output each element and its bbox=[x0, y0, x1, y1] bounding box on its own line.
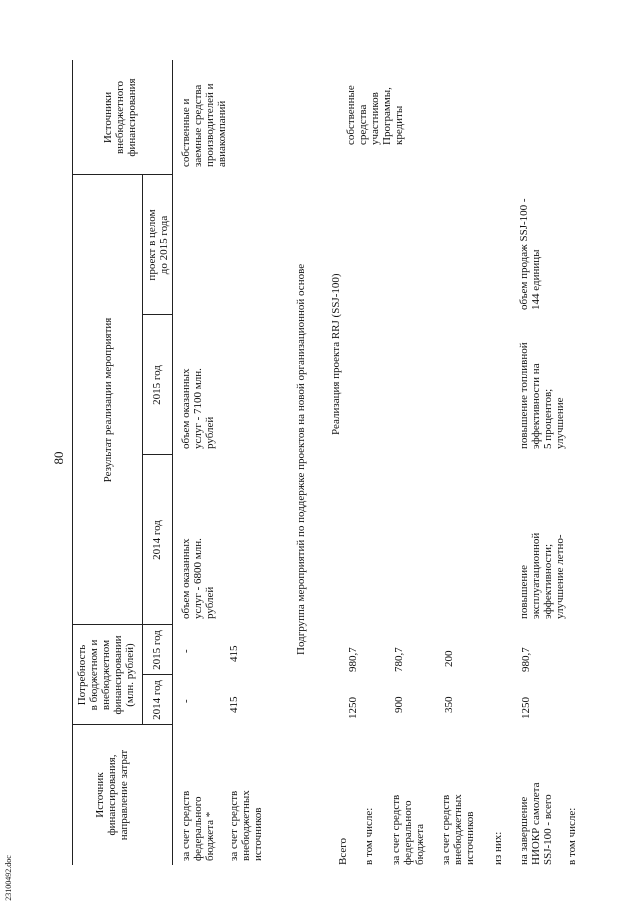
row-niokr-result-2015-line-1: повышение топливной bbox=[518, 342, 530, 449]
row1-extra-line-2: заемные средства bbox=[192, 84, 204, 167]
row-ext-label bbox=[440, 794, 476, 865]
row1-result-2014-line-3: рублей bbox=[204, 586, 216, 619]
row2-need-2015: 415 bbox=[228, 645, 240, 662]
row1-result-2015-line-2: услуг - 7100 млн. bbox=[192, 368, 204, 449]
row2-need-2014: 415 bbox=[228, 696, 240, 713]
footer-code: 23100492.doc bbox=[3, 855, 13, 901]
need-subheader-line bbox=[142, 625, 143, 725]
row1-result-2015-line-3: рублей bbox=[204, 416, 216, 449]
row-niokr-label-line-1: на завершение bbox=[518, 796, 530, 865]
row1-extra-line-4: авиакомпаний bbox=[216, 100, 228, 167]
row2-label-line-3: источников bbox=[252, 807, 264, 861]
header-extra bbox=[102, 60, 138, 175]
header-source-line-1: Источник bbox=[94, 772, 106, 818]
table-top-border bbox=[72, 60, 73, 865]
row1-label-line-1: за счет средств bbox=[180, 790, 192, 861]
row-of-them-label: из них: bbox=[492, 831, 504, 865]
header-result-total-line-2: до 2015 года bbox=[158, 215, 170, 275]
header-need-line-5: (млн. рублей) bbox=[124, 643, 136, 707]
header-result-total-line-1: проект в целом bbox=[146, 209, 158, 281]
row-niokr-result-2015 bbox=[518, 342, 566, 449]
row-fed-label-line-3: бюджета bbox=[414, 823, 426, 865]
header-result-2015: 2015 год bbox=[151, 365, 163, 405]
page-number: 80 bbox=[51, 451, 66, 465]
header-need-line-3: внебюджетном bbox=[100, 639, 112, 711]
header-extra-line-3: финансирования bbox=[126, 78, 138, 157]
row-niokr-label-line-2: НИОКР самолета bbox=[530, 782, 542, 865]
row2-label bbox=[228, 790, 264, 861]
row-fed-label bbox=[390, 795, 426, 865]
row1-result-2015 bbox=[180, 368, 216, 449]
row-incl-label: в том числе: bbox=[363, 807, 375, 865]
row-niokr-label bbox=[518, 783, 554, 865]
header-need-line-1: Потребность bbox=[76, 644, 88, 706]
header-need-2015: 2015 год bbox=[151, 630, 163, 670]
row-total-extra-line-1: собственные bbox=[345, 85, 357, 145]
row-niokr-need-2014: 1250 bbox=[520, 697, 532, 719]
header-extra-line-1: Источники bbox=[102, 91, 114, 144]
header-need-line-2: в бюджетном и bbox=[88, 639, 100, 711]
row-total-extra-line-4: Программы, bbox=[381, 87, 393, 145]
header-need bbox=[76, 625, 136, 725]
row-ext-label-line-3: источников bbox=[464, 811, 476, 865]
row1-need-2014: - bbox=[180, 699, 192, 703]
row-total-extra-line-3: участников bbox=[369, 92, 381, 145]
row-total-label: Всего bbox=[337, 838, 349, 865]
row-niokr-result-2014-line-3: эффективности; bbox=[542, 543, 554, 619]
header-source bbox=[94, 725, 130, 865]
row-total-need-2014: 1250 bbox=[347, 697, 359, 719]
row-fed-label-line-1: за счет средств bbox=[390, 794, 402, 865]
header-need-line-4: финансировании bbox=[112, 635, 124, 715]
row2-label-line-1: за счет средств bbox=[228, 790, 240, 861]
row-niokr-result-2015-line-3: 5 процентов; bbox=[542, 388, 554, 449]
row-fed-need-2015: 780,7 bbox=[393, 647, 405, 672]
header-source-line-3: направление затрат bbox=[118, 749, 130, 841]
row1-result-2015-line-1: объем оказанных bbox=[180, 368, 192, 449]
header-bottom-border bbox=[172, 60, 173, 865]
row1-need-2015: - bbox=[180, 649, 192, 653]
row1-extra bbox=[180, 84, 228, 168]
row-niokr-result-2014 bbox=[518, 533, 566, 619]
header-result-2014: 2014 год bbox=[151, 520, 163, 560]
row-fed-label-line-2: федерального bbox=[402, 800, 414, 865]
row-total-extra-line-2: средства bbox=[357, 104, 369, 145]
header-result: Результат реализации мероприятия bbox=[102, 317, 114, 483]
row1-result-2014-line-1: объем оказанных bbox=[180, 538, 192, 619]
row1-label-line-3: бюджета * bbox=[204, 811, 216, 861]
header-extra-line-2: внебюджетного bbox=[114, 80, 126, 155]
result-subheader-line bbox=[142, 175, 143, 625]
row-fed-need-2014: 900 bbox=[393, 696, 405, 713]
row-ext-label-line-2: внебюджетных bbox=[452, 794, 464, 865]
row-niokr-result-total-line-1: объем продаж SSJ-100 - bbox=[518, 198, 530, 310]
row2-label-line-2: внебюджетных bbox=[240, 790, 252, 861]
row1-label bbox=[180, 791, 216, 861]
row1-result-2014-line-2: услуг - 6800 млн. bbox=[192, 538, 204, 619]
row-ext-need-2015: 200 bbox=[443, 650, 455, 667]
row-ext-need-2014: 350 bbox=[443, 696, 455, 713]
row1-label-line-2: федерального bbox=[192, 796, 204, 861]
row-niokr-result-total bbox=[518, 198, 542, 310]
row-total-extra-line-5: кредиты bbox=[393, 105, 405, 145]
row-niokr-result-2014-line-2: эксплуатационной bbox=[530, 532, 542, 619]
header-need-2014: 2014 год bbox=[151, 680, 163, 720]
row-incl2-label: в том числе: bbox=[566, 807, 578, 865]
row1-extra-line-3: производителей и bbox=[204, 83, 216, 167]
row1-extra-line-1: собственные и bbox=[180, 98, 192, 167]
row-niokr-result-2014-line-1: повышение bbox=[518, 565, 530, 619]
row-total-extra bbox=[345, 85, 405, 145]
subgroup-title: Подгруппа мероприятий по поддержке проектов на новой организационной основе bbox=[295, 263, 307, 655]
row1-result-2014 bbox=[180, 538, 216, 619]
row-niokr-result-2014-line-4: улучшение летно- bbox=[554, 534, 566, 619]
row-total-need-2015: 980,7 bbox=[347, 647, 359, 672]
row-niokr-result-total-line-2: 144 единицы bbox=[530, 249, 542, 310]
row-niokr-result-2015-line-2: эффективности на bbox=[530, 363, 542, 449]
project-title: Реализация проекта RRJ (SSJ-100) bbox=[330, 273, 342, 435]
row-niokr-result-2015-line-4: улучшение bbox=[554, 397, 566, 449]
header-result-total bbox=[146, 175, 170, 315]
row-niokr-need-2015: 980,7 bbox=[520, 647, 532, 672]
row-niokr-label-line-3: SSJ-100 - всего bbox=[542, 794, 554, 865]
header-source-line-2: финансирования, bbox=[106, 754, 118, 836]
row-ext-label-line-1: за счет средств bbox=[440, 794, 452, 865]
